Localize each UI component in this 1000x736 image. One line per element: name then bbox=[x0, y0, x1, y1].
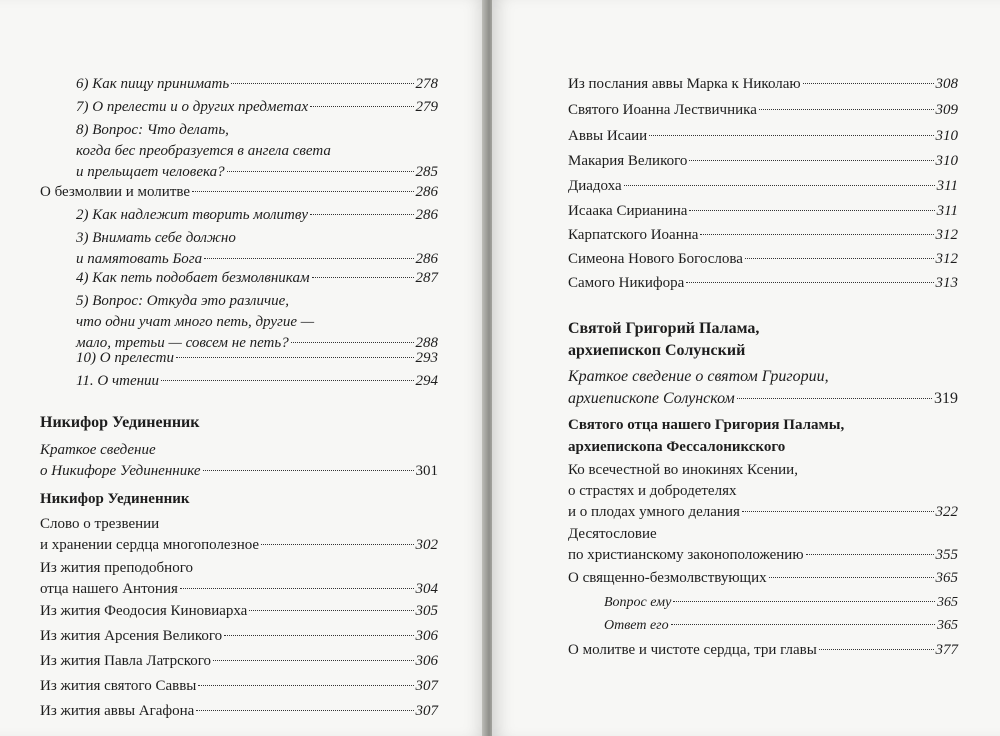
toc-entry-title: Из жития Арсения Великого bbox=[40, 628, 223, 644]
toc-entry-line: Краткое сведение bbox=[40, 442, 156, 458]
toc-entry-title: Из жития Феодосия Киновиарха bbox=[40, 603, 248, 619]
toc-entry bbox=[568, 126, 958, 147]
toc-page-number: 288 bbox=[415, 335, 438, 351]
toc-page-number: 309 bbox=[935, 102, 958, 118]
toc-entry bbox=[40, 601, 438, 622]
toc-entry-line: Ко всечестной во инокинях Ксении, bbox=[568, 462, 798, 478]
toc-page-number: 307 bbox=[415, 703, 438, 719]
leader-dots bbox=[700, 234, 933, 235]
section-heading-text: Никифор Уединенник bbox=[40, 414, 200, 431]
toc-entry bbox=[568, 273, 958, 294]
leader-dots bbox=[649, 135, 933, 136]
toc-entry-line: когда бес преобразуется в ангела света bbox=[76, 143, 331, 159]
leader-dots bbox=[769, 577, 934, 578]
subsection-heading-text: Никифор Уединенник bbox=[40, 491, 190, 507]
toc-entry-title: О молитве и чистоте сердца, три главы bbox=[568, 642, 817, 658]
toc-entry bbox=[568, 249, 958, 270]
toc-entry-title: Аввы Исаии bbox=[568, 128, 648, 144]
toc-page-number: 306 bbox=[415, 628, 438, 644]
toc-entry bbox=[568, 460, 958, 523]
toc-entry bbox=[568, 74, 958, 95]
toc-entry bbox=[40, 558, 438, 600]
toc-entry bbox=[76, 205, 438, 226]
toc-page-number: 313 bbox=[935, 275, 958, 291]
leader-dots bbox=[745, 258, 934, 259]
toc-entry bbox=[604, 615, 958, 636]
toc-entry-title: Из жития Павла Латрского bbox=[40, 653, 212, 669]
leader-dots bbox=[231, 83, 413, 84]
leader-dots bbox=[819, 649, 934, 650]
toc-page-number: 293 bbox=[415, 350, 438, 366]
leader-dots bbox=[213, 660, 413, 661]
toc-entry bbox=[76, 74, 438, 95]
leader-dots bbox=[227, 171, 414, 172]
toc-entry-title: Диадоха bbox=[568, 178, 622, 194]
leader-dots bbox=[310, 106, 413, 107]
toc-entry-title: Вопрос ему bbox=[604, 595, 672, 610]
toc-entry bbox=[40, 514, 438, 556]
subsection-heading bbox=[568, 414, 958, 458]
toc-entry bbox=[568, 176, 958, 197]
toc-entry bbox=[76, 120, 438, 183]
toc-page-number: 319 bbox=[934, 390, 958, 407]
leader-dots bbox=[203, 470, 414, 471]
toc-page-number: 286 bbox=[415, 184, 438, 200]
toc-entry bbox=[568, 100, 958, 121]
toc-entry-line: Из жития преподобного bbox=[40, 560, 193, 576]
toc-entry bbox=[76, 268, 438, 289]
toc-entry-title: 2) Как надлежит творить молитву bbox=[76, 207, 309, 223]
toc-entry bbox=[40, 701, 438, 722]
toc-entry bbox=[76, 291, 438, 354]
toc-page-number: 310 bbox=[935, 128, 958, 144]
toc-entry-title: Самого Никифора bbox=[568, 275, 685, 291]
leader-dots bbox=[689, 210, 934, 211]
toc-page-number: 312 bbox=[935, 227, 958, 243]
leader-dots bbox=[192, 191, 413, 192]
toc-entry-line: о страстях и добродетелях bbox=[568, 483, 737, 499]
toc-entry-title: Ответ его bbox=[604, 618, 669, 633]
toc-entry-title: Карпатского Иоанна bbox=[568, 227, 699, 243]
toc-entry bbox=[604, 592, 958, 613]
toc-entry bbox=[568, 201, 958, 222]
toc-entry-title: О безмолвии и молитве bbox=[40, 184, 191, 200]
toc-page-number: 285 bbox=[415, 164, 438, 180]
leader-dots bbox=[198, 685, 413, 686]
toc-page-number: 305 bbox=[415, 603, 438, 619]
toc-page-number: 302 bbox=[415, 537, 438, 553]
toc-entry bbox=[40, 651, 438, 672]
toc-page-number: 294 bbox=[415, 373, 438, 389]
section-heading-line: архиепископ Солунский bbox=[568, 342, 746, 359]
section-heading bbox=[568, 318, 958, 362]
toc-entry bbox=[568, 225, 958, 246]
toc-entry-title: Симеона Нового Богослова bbox=[568, 251, 743, 267]
toc-entry bbox=[40, 676, 438, 697]
toc-page-number: 301 bbox=[415, 463, 438, 479]
subsection-heading-line: архиепископа Фессалоникского bbox=[568, 439, 786, 455]
toc-entry-title: и прельщает человека? bbox=[76, 164, 225, 180]
leader-dots bbox=[673, 601, 935, 602]
leader-dots bbox=[737, 398, 932, 399]
toc-entry bbox=[76, 97, 438, 118]
leader-dots bbox=[671, 624, 935, 625]
leader-dots bbox=[803, 83, 934, 84]
leader-dots bbox=[176, 357, 414, 358]
toc-entry-title: и хранении сердца многополезное bbox=[40, 537, 260, 553]
toc-page-number: 304 bbox=[415, 581, 438, 597]
toc-entry-line: 3) Внимать себе должно bbox=[76, 230, 236, 246]
leader-dots bbox=[196, 710, 413, 711]
toc-entry bbox=[76, 348, 438, 369]
toc-entry-title: Из послания аввы Марка к Николаю bbox=[568, 76, 801, 92]
toc-page-number: 286 bbox=[415, 207, 438, 223]
toc-entry-title: 11. О чтении bbox=[76, 373, 160, 389]
leader-dots bbox=[310, 214, 413, 215]
toc-entry-title: архиепископе Солунском bbox=[568, 390, 735, 407]
toc-entry-line: Краткое сведение о святом Григории, bbox=[568, 368, 829, 385]
toc-entry bbox=[76, 228, 438, 270]
subsection-heading-line: Святого отца нашего Григория Паламы, bbox=[568, 417, 845, 433]
leader-dots bbox=[204, 258, 413, 259]
toc-entry-line: 8) Вопрос: Что делать, bbox=[76, 122, 229, 138]
leader-dots bbox=[180, 588, 414, 589]
toc-page-number: 322 bbox=[935, 504, 958, 520]
leader-dots bbox=[742, 511, 934, 512]
toc-page-number: 311 bbox=[936, 203, 958, 219]
leader-dots bbox=[261, 544, 413, 545]
toc-entry-line: 5) Вопрос: Откуда это различие, bbox=[76, 293, 290, 309]
toc-page-number: 355 bbox=[935, 547, 958, 563]
toc-page-number: 312 bbox=[935, 251, 958, 267]
leader-dots bbox=[759, 109, 934, 110]
toc-page-number: 365 bbox=[935, 570, 958, 586]
toc-page-number: 278 bbox=[415, 76, 438, 92]
toc-page-number: 311 bbox=[936, 178, 958, 194]
toc-entry-title: 7) О прелести и о других предметах bbox=[76, 99, 309, 115]
toc-entry-title: о Никифоре Уединеннике bbox=[40, 463, 201, 479]
section-heading bbox=[40, 412, 438, 434]
toc-page-number: 279 bbox=[415, 99, 438, 115]
toc-entry bbox=[568, 524, 958, 566]
toc-entry-title: и памятовать Бога bbox=[76, 251, 203, 267]
toc-entry bbox=[40, 440, 438, 482]
toc-entry-title: 4) Как петь подобает безмолвникам bbox=[76, 270, 310, 286]
toc-entry-title: Из жития святого Саввы bbox=[40, 678, 197, 694]
leader-dots bbox=[291, 342, 414, 343]
toc-entry bbox=[40, 626, 438, 647]
leader-dots bbox=[224, 635, 413, 636]
toc-page-number: 365 bbox=[937, 595, 958, 610]
toc-entry bbox=[568, 640, 958, 661]
toc-entry bbox=[568, 568, 958, 589]
toc-page-number: 308 bbox=[935, 76, 958, 92]
toc-page-number: 286 bbox=[415, 251, 438, 267]
toc-entry bbox=[568, 366, 958, 410]
toc-entry-title: мало, третьи — совсем не петь? bbox=[76, 335, 289, 351]
toc-page-number: 306 bbox=[415, 653, 438, 669]
leader-dots bbox=[312, 277, 414, 278]
leader-dots bbox=[249, 610, 413, 611]
leader-dots bbox=[161, 380, 413, 381]
toc-entry-title: О священно-безмолвствующих bbox=[568, 570, 767, 586]
leader-dots bbox=[689, 160, 933, 161]
section-heading-line: Святой Григорий Палама, bbox=[568, 320, 760, 337]
toc-entry-line: Десятословие bbox=[568, 526, 657, 542]
toc-entry bbox=[40, 182, 438, 203]
left-page bbox=[0, 0, 486, 736]
toc-entry-line: Слово о трезвении bbox=[40, 516, 160, 532]
right-page bbox=[492, 0, 1000, 736]
toc-page-number: 287 bbox=[415, 270, 438, 286]
subsection-heading bbox=[40, 488, 438, 510]
toc-entry-title: Из жития аввы Агафона bbox=[40, 703, 195, 719]
toc-entry-title: отца нашего Антония bbox=[40, 581, 178, 597]
toc-entry-title: Макария Великого bbox=[568, 153, 688, 169]
toc-page-number: 365 bbox=[937, 618, 958, 633]
toc-entry-title: 6) Как пищу принимать bbox=[76, 76, 230, 92]
toc-page-number: 377 bbox=[935, 642, 958, 658]
toc-page-number: 307 bbox=[415, 678, 438, 694]
leader-dots bbox=[624, 185, 935, 186]
toc-entry-title: и о плодах умного делания bbox=[568, 504, 740, 520]
toc-entry-title: Святого Иоанна Лествичника bbox=[568, 102, 757, 118]
toc-page-number: 310 bbox=[935, 153, 958, 169]
leader-dots bbox=[806, 554, 934, 555]
toc-entry-title: Исаака Сирианина bbox=[568, 203, 688, 219]
toc-entry bbox=[76, 371, 438, 392]
toc-entry-title: по христианскому законоположению bbox=[568, 547, 804, 563]
toc-entry bbox=[568, 151, 958, 172]
leader-dots bbox=[686, 282, 933, 283]
toc-entry-line: что одни учат много петь, другие — bbox=[76, 314, 315, 330]
toc-entry-title: 10) О прелести bbox=[76, 350, 174, 366]
